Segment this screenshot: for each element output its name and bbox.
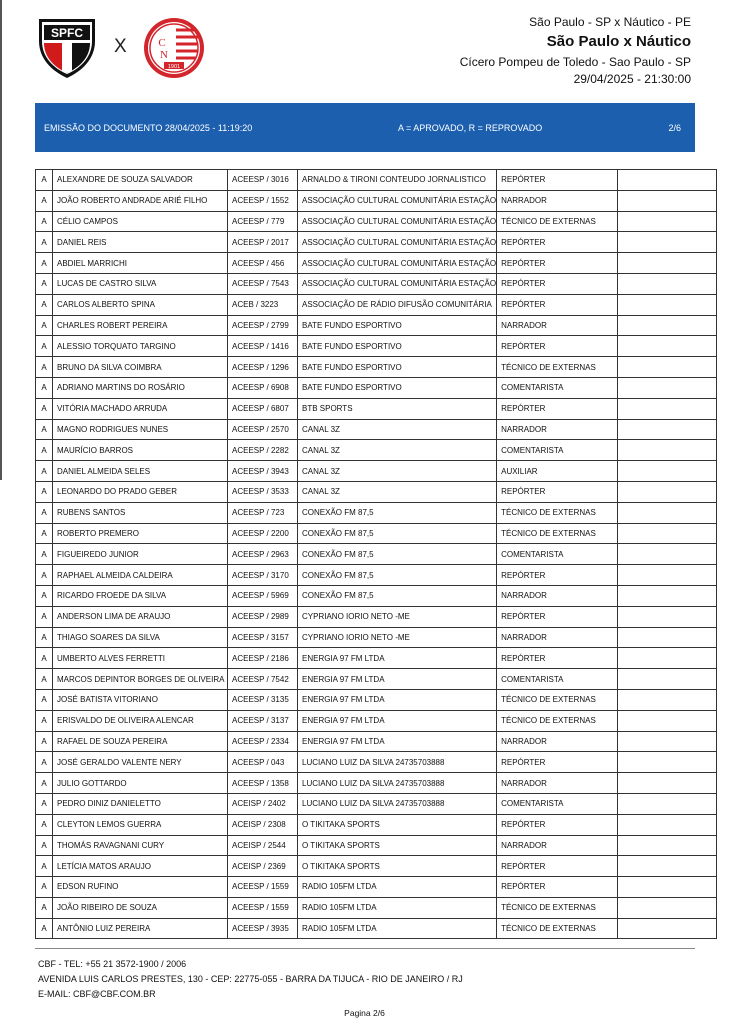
status-cell: A — [36, 689, 53, 710]
registration-cell: ACEISP / 2402 — [228, 793, 298, 814]
status-cell: A — [36, 461, 53, 482]
registration-cell: ACEB / 3223 — [228, 294, 298, 315]
notes-cell — [618, 585, 717, 606]
table-row — [36, 689, 717, 710]
registration-cell: ACEESP / 1559 — [228, 897, 298, 918]
notes-cell — [618, 856, 717, 877]
role-cell: NARRADOR — [497, 585, 618, 606]
notes-cell — [618, 793, 717, 814]
organization-cell: RADIO 105FM LTDA — [298, 897, 497, 918]
status-cell: A — [36, 336, 53, 357]
role-cell: REPÓRTER — [497, 565, 618, 586]
organization-cell: CANAL 3Z — [298, 440, 497, 461]
registration-cell: ACEESP / 3533 — [228, 481, 298, 502]
notes-cell — [618, 627, 717, 648]
match-venue: Cícero Pompeu de Toledo - Sao Paulo - SP — [459, 55, 691, 69]
page-number: Pagina 2/6 — [344, 1008, 385, 1018]
organization-cell: ASSOCIAÇÃO CULTURAL COMUNITÁRIA ESTAÇÃO — [298, 232, 497, 253]
table-row — [36, 481, 717, 502]
notes-cell — [618, 752, 717, 773]
role-cell: NARRADOR — [497, 731, 618, 752]
status-cell: A — [36, 523, 53, 544]
status-cell: A — [36, 877, 53, 898]
role-cell: REPÓRTER — [497, 232, 618, 253]
organization-cell: ASSOCIAÇÃO CULTURAL COMUNITÁRIA ESTAÇÃO — [298, 253, 497, 274]
name-cell: LETÍCIA MATOS ARAUJO — [53, 856, 228, 877]
name-cell: MARCOS DEPINTOR BORGES DE OLIVEIRA — [53, 669, 228, 690]
name-cell: ERISVALDO DE OLIVEIRA ALENCAR — [53, 710, 228, 731]
spfc-crest-text: SPFC — [50, 26, 84, 40]
organization-cell: ASSOCIAÇÃO CULTURAL COMUNITÁRIA ESTAÇÃO — [298, 273, 497, 294]
table-row — [36, 856, 717, 877]
registration-cell: ACEESP / 2282 — [228, 440, 298, 461]
status-cell: A — [36, 585, 53, 606]
registration-cell: ACEESP / 1552 — [228, 190, 298, 211]
organization-cell: BATE FUNDO ESPORTIVO — [298, 377, 497, 398]
notes-cell — [618, 232, 717, 253]
status-cell: A — [36, 565, 53, 586]
registration-cell: ACEESP / 3935 — [228, 918, 298, 939]
notes-cell — [618, 315, 717, 336]
status-cell: A — [36, 773, 53, 794]
table-row — [36, 877, 717, 898]
nautico-crest-logo — [142, 16, 206, 80]
table-row — [36, 502, 717, 523]
table-row — [36, 461, 717, 482]
role-cell: TÉCNICO DE EXTERNAS — [497, 689, 618, 710]
status-cell: A — [36, 211, 53, 232]
registration-cell: ACEESP / 1416 — [228, 336, 298, 357]
svg-text:N: N — [160, 49, 168, 61]
organization-cell: RADIO 105FM LTDA — [298, 918, 497, 939]
status-cell: A — [36, 440, 53, 461]
organization-cell: ASSOCIAÇÃO CULTURAL COMUNITÁRIA ESTAÇÃO — [298, 190, 497, 211]
name-cell: RAFAEL DE SOUZA PEREIRA — [53, 731, 228, 752]
table-row — [36, 273, 717, 294]
status-cell: A — [36, 377, 53, 398]
credential-table — [35, 169, 717, 939]
status-cell: A — [36, 835, 53, 856]
notes-cell — [618, 835, 717, 856]
status-cell: A — [36, 897, 53, 918]
status-cell: A — [36, 232, 53, 253]
versus-label: X — [114, 36, 127, 57]
role-cell: REPÓRTER — [497, 606, 618, 627]
registration-cell: ACEESP / 7543 — [228, 273, 298, 294]
registration-cell: ACEESP / 2186 — [228, 648, 298, 669]
organization-cell: ARNALDO & TIRONI CONTEUDO JORNALISTICO — [298, 170, 497, 191]
role-cell: TÉCNICO DE EXTERNAS — [497, 523, 618, 544]
name-cell: EDSON RUFINO — [53, 877, 228, 898]
table-row — [36, 315, 717, 336]
role-cell: REPÓRTER — [497, 294, 618, 315]
footer-phone: CBF - TEL: +55 21 3572-1900 / 2006 — [38, 959, 187, 969]
status-cell: A — [36, 669, 53, 690]
name-cell: JOSÉ BATISTA VITORIANO — [53, 689, 228, 710]
organization-cell: CANAL 3Z — [298, 461, 497, 482]
role-cell: TÉCNICO DE EXTERNAS — [497, 710, 618, 731]
footer-contact — [38, 957, 463, 1002]
table-row — [36, 897, 717, 918]
notes-cell — [618, 357, 717, 378]
organization-cell: O TIKITAKA SPORTS — [298, 856, 497, 877]
registration-cell: ACEESP / 2570 — [228, 419, 298, 440]
table-row — [36, 253, 717, 274]
name-cell: RICARDO FROEDE DA SILVA — [53, 585, 228, 606]
name-cell: CARLOS ALBERTO SPINA — [53, 294, 228, 315]
organization-cell: ASSOCIAÇÃO CULTURAL COMUNITÁRIA ESTAÇÃO — [298, 211, 497, 232]
table-row — [36, 669, 717, 690]
role-cell: TÉCNICO DE EXTERNAS — [497, 918, 618, 939]
table-row — [36, 232, 717, 253]
name-cell: DANIEL ALMEIDA SELES — [53, 461, 228, 482]
role-cell: NARRADOR — [497, 190, 618, 211]
banner-page-number: 2/6 — [668, 123, 681, 133]
status-cell: A — [36, 606, 53, 627]
name-cell: ANTÔNIO LUIZ PEREIRA — [53, 918, 228, 939]
table-row — [36, 585, 717, 606]
organization-cell: CANAL 3Z — [298, 481, 497, 502]
status-cell: A — [36, 170, 53, 191]
registration-cell: ACEESP / 2963 — [228, 544, 298, 565]
organization-cell: ENERGIA 97 FM LTDA — [298, 731, 497, 752]
table-row — [36, 190, 717, 211]
organization-cell: ASSOCIAÇÃO DE RÁDIO DIFUSÃO COMUNITÁRIA — [298, 294, 497, 315]
role-cell: TÉCNICO DE EXTERNAS — [497, 211, 618, 232]
name-cell: THOMÁS RAVAGNANI CURY — [53, 835, 228, 856]
registration-cell: ACEESP / 6908 — [228, 377, 298, 398]
table-row — [36, 918, 717, 939]
registration-cell: ACEESP / 2334 — [228, 731, 298, 752]
notes-cell — [618, 190, 717, 211]
name-cell: MAGNO RODRIGUES NUNES — [53, 419, 228, 440]
role-cell: COMENTARISTA — [497, 669, 618, 690]
name-cell: ABDIEL MARRICHI — [53, 253, 228, 274]
registration-cell: ACEESP / 2200 — [228, 523, 298, 544]
notes-cell — [618, 211, 717, 232]
role-cell: REPÓRTER — [497, 336, 618, 357]
organization-cell: LUCIANO LUIZ DA SILVA 24735703888 — [298, 773, 497, 794]
organization-cell: ENERGIA 97 FM LTDA — [298, 689, 497, 710]
name-cell: JOSÉ GERALDO VALENTE NERY — [53, 752, 228, 773]
status-cell: A — [36, 731, 53, 752]
table-row — [36, 710, 717, 731]
notes-cell — [618, 336, 717, 357]
name-cell: FIGUEIREDO JUNIOR — [53, 544, 228, 565]
name-cell: ALESSIO TORQUATO TARGINO — [53, 336, 228, 357]
match-datetime: 29/04/2025 - 21:30:00 — [573, 72, 691, 86]
organization-cell: CONEXÃO FM 87,5 — [298, 523, 497, 544]
organization-cell: O TIKITAKA SPORTS — [298, 835, 497, 856]
organization-cell: CONEXÃO FM 87,5 — [298, 544, 497, 565]
status-cell: A — [36, 752, 53, 773]
table-row — [36, 565, 717, 586]
emission-date: EMISSÃO DO DOCUMENTO 28/04/2025 - 11:19:20 — [44, 123, 253, 133]
name-cell: LEONARDO DO PRADO GEBER — [53, 481, 228, 502]
name-cell: THIAGO SOARES DA SILVA — [53, 627, 228, 648]
organization-cell: CYPRIANO IORIO NETO -ME — [298, 627, 497, 648]
table-row — [36, 648, 717, 669]
organization-cell: CYPRIANO IORIO NETO -ME — [298, 606, 497, 627]
registration-cell: ACEESP / 6807 — [228, 398, 298, 419]
table-row — [36, 731, 717, 752]
notes-cell — [618, 877, 717, 898]
role-cell: AUXILIAR — [497, 461, 618, 482]
table-row — [36, 419, 717, 440]
table-row — [36, 440, 717, 461]
registration-cell: ACEESP / 043 — [228, 752, 298, 773]
registration-cell: ACEISP / 2369 — [228, 856, 298, 877]
role-cell: COMENTARISTA — [497, 440, 618, 461]
name-cell: ROBERTO PREMERO — [53, 523, 228, 544]
name-cell: JOÃO RIBEIRO DE SOUZA — [53, 897, 228, 918]
notes-cell — [618, 440, 717, 461]
role-cell: NARRADOR — [497, 419, 618, 440]
registration-cell: ACEESP / 5969 — [228, 585, 298, 606]
table-row — [36, 170, 717, 191]
notes-cell — [618, 565, 717, 586]
registration-cell: ACEISP / 2544 — [228, 835, 298, 856]
role-cell: REPÓRTER — [497, 398, 618, 419]
registration-cell: ACEESP / 3943 — [228, 461, 298, 482]
table-row — [36, 398, 717, 419]
organization-cell: LUCIANO LUIZ DA SILVA 24735703888 — [298, 793, 497, 814]
match-title: São Paulo x Náutico — [546, 33, 691, 50]
status-cell: A — [36, 710, 53, 731]
name-cell: ANDERSON LIMA DE ARAUJO — [53, 606, 228, 627]
organization-cell: BATE FUNDO ESPORTIVO — [298, 357, 497, 378]
notes-cell — [618, 710, 717, 731]
role-cell: REPÓRTER — [497, 253, 618, 274]
footer-divider — [35, 948, 695, 949]
role-cell: TÉCNICO DE EXTERNAS — [497, 357, 618, 378]
name-cell: PEDRO DINIZ DANIELETTO — [53, 793, 228, 814]
status-cell: A — [36, 419, 53, 440]
notes-cell — [618, 648, 717, 669]
registration-cell: ACEISP / 2308 — [228, 814, 298, 835]
role-cell: NARRADOR — [497, 773, 618, 794]
name-cell: BRUNO DA SILVA COIMBRA — [53, 357, 228, 378]
name-cell: MAURÍCIO BARROS — [53, 440, 228, 461]
table-row — [36, 793, 717, 814]
svg-text:C: C — [158, 37, 166, 49]
status-legend: A = APROVADO, R = REPROVADO — [398, 123, 543, 133]
status-cell: A — [36, 856, 53, 877]
organization-cell: BTB SPORTS — [298, 398, 497, 419]
role-cell: COMENTARISTA — [497, 544, 618, 565]
document-info-banner — [35, 103, 695, 152]
name-cell: UMBERTO ALVES FERRETTI — [53, 648, 228, 669]
name-cell: RUBENS SANTOS — [53, 502, 228, 523]
status-cell: A — [36, 544, 53, 565]
registration-cell: ACEESP / 7542 — [228, 669, 298, 690]
name-cell: LUCAS DE CASTRO SILVA — [53, 273, 228, 294]
notes-cell — [618, 461, 717, 482]
status-cell: A — [36, 918, 53, 939]
role-cell: REPÓRTER — [497, 648, 618, 669]
organization-cell: O TIKITAKA SPORTS — [298, 814, 497, 835]
role-cell: NARRADOR — [497, 835, 618, 856]
organization-cell: BATE FUNDO ESPORTIVO — [298, 336, 497, 357]
left-edge-line — [0, 0, 2, 480]
name-cell: JULIO GOTTARDO — [53, 773, 228, 794]
table-row — [36, 544, 717, 565]
spfc-crest-logo — [36, 17, 98, 79]
registration-cell: ACEESP / 723 — [228, 502, 298, 523]
notes-cell — [618, 606, 717, 627]
notes-cell — [618, 523, 717, 544]
nautico-crest-year: 1901 — [167, 64, 181, 70]
registration-cell: ACEESP / 3137 — [228, 710, 298, 731]
notes-cell — [618, 897, 717, 918]
name-cell: ALEXANDRE DE SOUZA SALVADOR — [53, 170, 228, 191]
registration-cell: ACEESP / 2017 — [228, 232, 298, 253]
registration-cell: ACEESP / 3016 — [228, 170, 298, 191]
registration-cell: ACEESP / 1358 — [228, 773, 298, 794]
role-cell: REPÓRTER — [497, 752, 618, 773]
status-cell: A — [36, 814, 53, 835]
name-cell: DANIEL REIS — [53, 232, 228, 253]
registration-cell: ACEESP / 456 — [228, 253, 298, 274]
registration-cell: ACEESP / 1559 — [228, 877, 298, 898]
table-row — [36, 523, 717, 544]
table-row — [36, 606, 717, 627]
notes-cell — [618, 481, 717, 502]
match-header — [460, 14, 691, 88]
organization-cell: LUCIANO LUIZ DA SILVA 24735703888 — [298, 752, 497, 773]
role-cell: NARRADOR — [497, 627, 618, 648]
notes-cell — [618, 419, 717, 440]
table-row — [36, 814, 717, 835]
table-row — [36, 773, 717, 794]
organization-cell: ENERGIA 97 FM LTDA — [298, 648, 497, 669]
notes-cell — [618, 170, 717, 191]
status-cell: A — [36, 357, 53, 378]
notes-cell — [618, 689, 717, 710]
notes-cell — [618, 294, 717, 315]
status-cell: A — [36, 294, 53, 315]
status-cell: A — [36, 627, 53, 648]
notes-cell — [618, 918, 717, 939]
organization-cell: CONEXÃO FM 87,5 — [298, 585, 497, 606]
status-cell: A — [36, 190, 53, 211]
table-row — [36, 294, 717, 315]
notes-cell — [618, 253, 717, 274]
registration-cell: ACEESP / 3170 — [228, 565, 298, 586]
registration-cell: ACEESP / 2989 — [228, 606, 298, 627]
name-cell: VITÓRIA MACHADO ARRUDA — [53, 398, 228, 419]
name-cell: RAPHAEL ALMEIDA CALDEIRA — [53, 565, 228, 586]
name-cell: ADRIANO MARTINS DO ROSÁRIO — [53, 377, 228, 398]
table-row — [36, 752, 717, 773]
status-cell: A — [36, 273, 53, 294]
role-cell: REPÓRTER — [497, 170, 618, 191]
name-cell: JOÃO ROBERTO ANDRADE ARIÉ FILHO — [53, 190, 228, 211]
status-cell: A — [36, 398, 53, 419]
table-row — [36, 377, 717, 398]
role-cell: COMENTARISTA — [497, 793, 618, 814]
role-cell: REPÓRTER — [497, 814, 618, 835]
role-cell: REPÓRTER — [497, 856, 618, 877]
registration-cell: ACEESP / 2799 — [228, 315, 298, 336]
registration-cell: ACEESP / 3157 — [228, 627, 298, 648]
notes-cell — [618, 773, 717, 794]
role-cell: REPÓRTER — [497, 877, 618, 898]
name-cell: CLEYTON LEMOS GUERRA — [53, 814, 228, 835]
registration-cell: ACEESP / 3135 — [228, 689, 298, 710]
footer-address: AVENIDA LUIS CARLOS PRESTES, 130 - CEP: 22775-055 - BARRA DA TIJUCA - RIO DE JANEIRO / RJ — [38, 974, 463, 984]
organization-cell: BATE FUNDO ESPORTIVO — [298, 315, 497, 336]
organization-cell: ENERGIA 97 FM LTDA — [298, 669, 497, 690]
role-cell: REPÓRTER — [497, 481, 618, 502]
table-row — [36, 336, 717, 357]
registration-cell: ACEESP / 1296 — [228, 357, 298, 378]
status-cell: A — [36, 315, 53, 336]
name-cell: CÉLIO CAMPOS — [53, 211, 228, 232]
status-cell: A — [36, 793, 53, 814]
organization-cell: RADIO 105FM LTDA — [298, 877, 497, 898]
notes-cell — [618, 502, 717, 523]
status-cell: A — [36, 648, 53, 669]
role-cell: REPÓRTER — [497, 273, 618, 294]
status-cell: A — [36, 481, 53, 502]
notes-cell — [618, 544, 717, 565]
notes-cell — [618, 731, 717, 752]
role-cell: TÉCNICO DE EXTERNAS — [497, 897, 618, 918]
status-cell: A — [36, 502, 53, 523]
table-row — [36, 211, 717, 232]
match-short-title: São Paulo - SP x Náutico - PE — [529, 15, 691, 29]
notes-cell — [618, 273, 717, 294]
table-row — [36, 627, 717, 648]
notes-cell — [618, 377, 717, 398]
organization-cell: CANAL 3Z — [298, 419, 497, 440]
name-cell: CHARLES ROBERT PEREIRA — [53, 315, 228, 336]
status-cell: A — [36, 253, 53, 274]
organization-cell: CONEXÃO FM 87,5 — [298, 565, 497, 586]
table-row — [36, 835, 717, 856]
registration-cell: ACEESP / 779 — [228, 211, 298, 232]
role-cell: TÉCNICO DE EXTERNAS — [497, 502, 618, 523]
notes-cell — [618, 669, 717, 690]
role-cell: NARRADOR — [497, 315, 618, 336]
notes-cell — [618, 814, 717, 835]
organization-cell: CONEXÃO FM 87,5 — [298, 502, 497, 523]
role-cell: COMENTARISTA — [497, 377, 618, 398]
table-row — [36, 357, 717, 378]
organization-cell: ENERGIA 97 FM LTDA — [298, 710, 497, 731]
footer-email: E-MAIL: CBF@CBF.COM.BR — [38, 989, 156, 999]
notes-cell — [618, 398, 717, 419]
